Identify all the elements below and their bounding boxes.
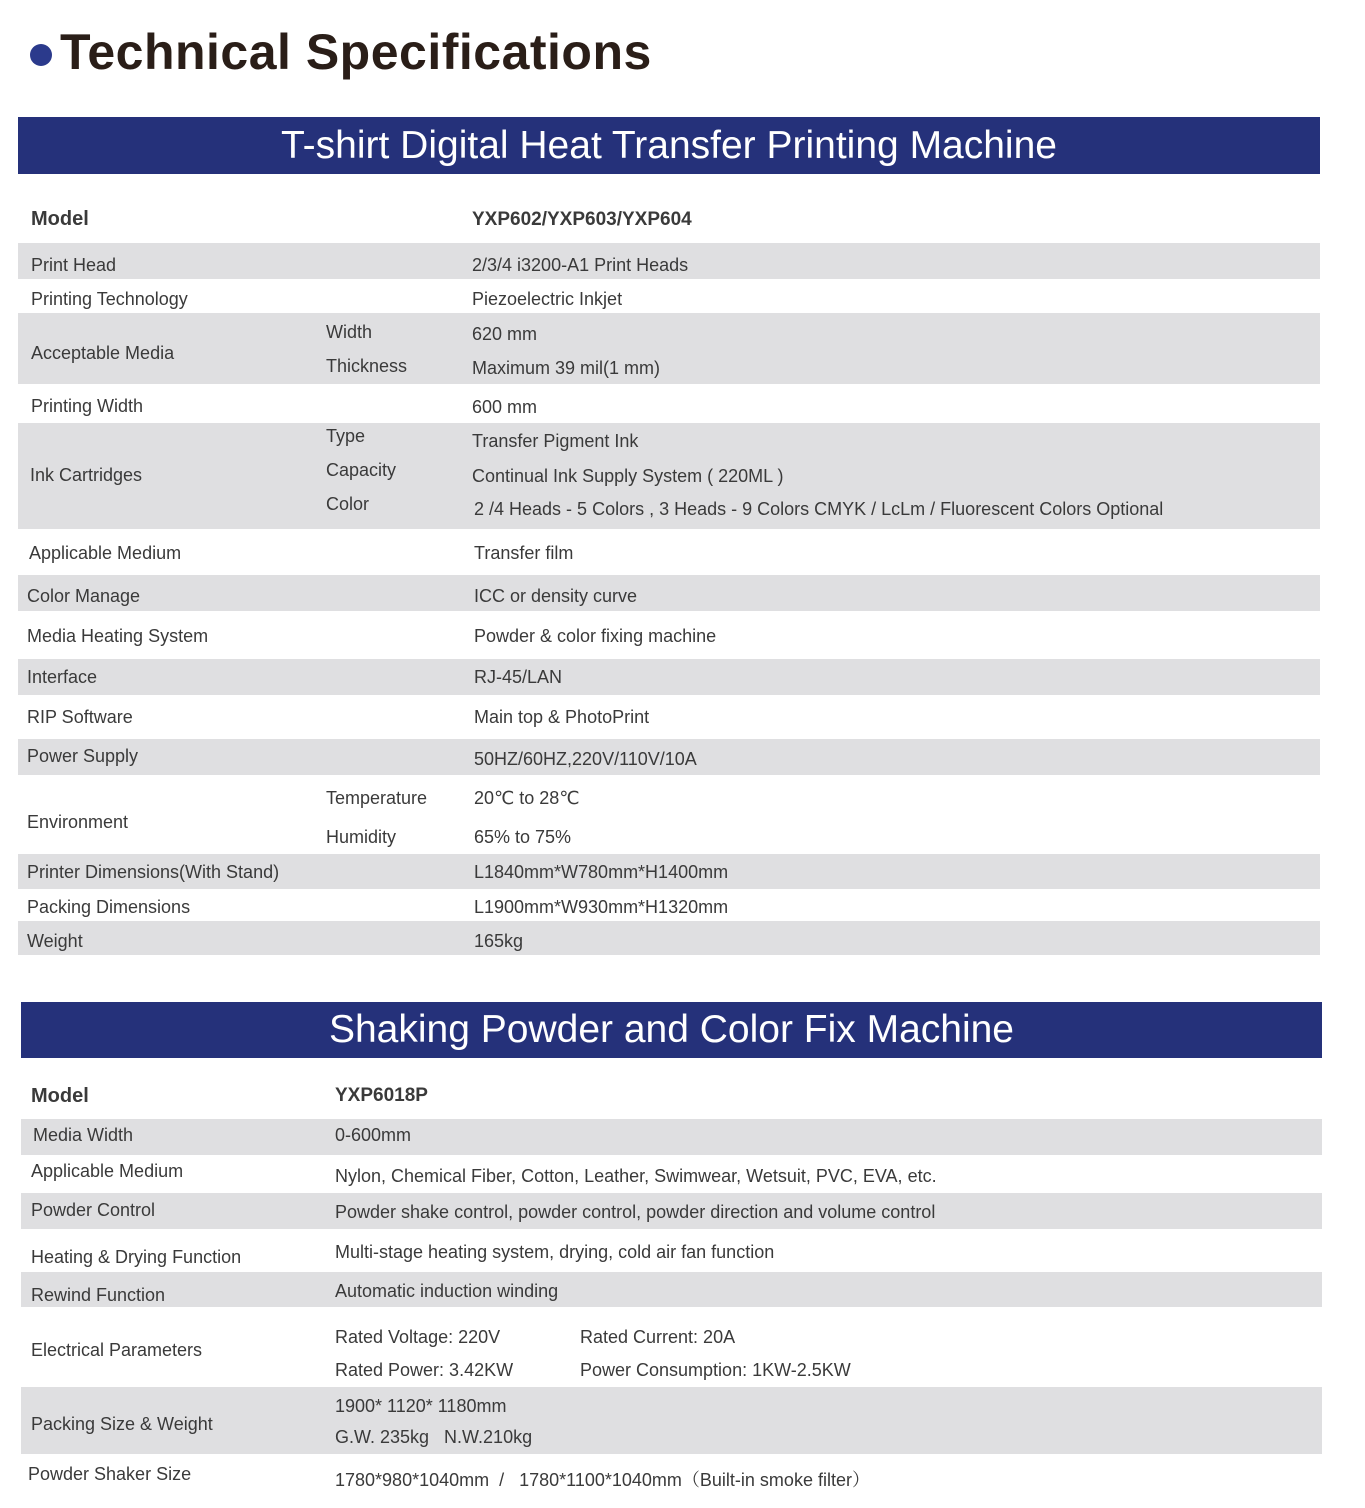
rip-software-label: RIP Software bbox=[27, 707, 133, 727]
heating-drying-label: Heating & Drying Function bbox=[31, 1247, 242, 1267]
printing-width-value: 600 mm bbox=[472, 397, 538, 417]
ink-capacity-sublabel: Capacity bbox=[326, 460, 397, 480]
media-heating-value: Powder & color fixing machine bbox=[474, 626, 717, 646]
section2-title: Shaking Powder and Color Fix Machine bbox=[328, 1008, 1014, 1051]
temperature-sublabel: Temperature bbox=[326, 788, 428, 808]
printer-dimensions-label: Printer Dimensions(With Stand) bbox=[27, 862, 280, 882]
weight-label: Weight bbox=[27, 931, 83, 951]
packing-weight: G.W. 235kg N.W.210kg bbox=[335, 1427, 533, 1447]
powder-control-value: Powder shake control, powder control, powder direction and volume control bbox=[335, 1202, 936, 1222]
heating-drying-value: Multi-stage heating system, drying, cold air fan function bbox=[335, 1242, 775, 1262]
row-band bbox=[21, 1272, 1322, 1307]
model-value-2: YXP6018P bbox=[335, 1085, 428, 1106]
power-supply-value: 50HZ/60HZ,220V/110V/10A bbox=[474, 749, 697, 769]
powder-control-label: Powder Control bbox=[31, 1200, 156, 1220]
rated-power: Rated Power: 3.42KW bbox=[335, 1360, 514, 1380]
electrical-label: Electrical Parameters bbox=[31, 1340, 203, 1360]
ink-cartridges-label: Ink Cartridges bbox=[30, 465, 143, 485]
rated-current: Rated Current: 20A bbox=[580, 1327, 736, 1347]
printing-width-label: Printing Width bbox=[31, 396, 144, 416]
section1-title: T-shirt Digital Heat Transfer Printing Machine bbox=[281, 123, 1057, 167]
printer-dimensions-value: L1840mm*W780mm*H1400mm bbox=[474, 862, 729, 882]
page-title-text: Technical Specifications bbox=[60, 24, 652, 80]
color-manage-value: ICC or density curve bbox=[474, 586, 638, 606]
humidity-value: 65% to 75% bbox=[474, 827, 572, 847]
humidity-sublabel: Humidity bbox=[326, 827, 397, 847]
packing-label: Packing Size & Weight bbox=[31, 1414, 213, 1434]
media-width-sublabel: Width bbox=[326, 322, 373, 342]
applicable-medium-value: Transfer film bbox=[474, 543, 574, 563]
section1-banner bbox=[18, 117, 1320, 174]
ink-color-value: 2 /4 Heads - 5 Colors , 3 Heads - 9 Colors CMYK / LcLm / Fluorescent Colors Optional bbox=[474, 499, 1164, 519]
applicable-medium-label: Applicable Medium bbox=[29, 543, 182, 563]
page-title bbox=[30, 22, 652, 82]
rip-software-value: Main top & PhotoPrint bbox=[474, 707, 650, 727]
media-width-value-2: 0-600mm bbox=[335, 1125, 412, 1145]
ink-type-sublabel: Type bbox=[326, 426, 366, 446]
media-thickness-sublabel: Thickness bbox=[326, 356, 408, 376]
media-width-label: Media Width bbox=[33, 1125, 134, 1145]
model-label-2: Model bbox=[31, 1085, 89, 1107]
acceptable-media-label: Acceptable Media bbox=[31, 343, 175, 363]
row-band bbox=[21, 1119, 1322, 1155]
row-band bbox=[21, 1387, 1322, 1454]
print-head-value: 2/3/4 i3200-A1 Print Heads bbox=[472, 255, 689, 275]
printing-technology-label: Printing Technology bbox=[31, 289, 188, 309]
ink-capacity-value: Continual Ink Supply System ( 220ML ) bbox=[472, 466, 784, 486]
section2-banner bbox=[21, 1002, 1322, 1058]
media-width-value: 620 mm bbox=[472, 324, 538, 344]
packing-dimensions-value: L1900mm*W930mm*H1320mm bbox=[474, 897, 729, 917]
rewind-value: Automatic induction winding bbox=[335, 1281, 559, 1301]
media-thickness-value: Maximum 39 mil(1 mm) bbox=[472, 358, 661, 378]
row-band bbox=[18, 659, 1320, 695]
applicable-medium-label-2: Applicable Medium bbox=[31, 1161, 184, 1181]
interface-label: Interface bbox=[27, 667, 98, 687]
shaker-size-value: 1780*980*1040mm / 1780*1100*1040mm（Built-in smoke filter） bbox=[335, 1470, 870, 1490]
weight-value: 165kg bbox=[474, 931, 524, 951]
row-band bbox=[18, 313, 1320, 384]
shaker-size-label: Powder Shaker Size bbox=[28, 1464, 192, 1484]
applicable-medium-value-2: Nylon, Chemical Fiber, Cotton, Leather, Swimwear, Wetsuit, PVC, EVA, etc. bbox=[335, 1166, 937, 1186]
interface-value: RJ-45/LAN bbox=[474, 667, 563, 687]
model-label: Model bbox=[31, 208, 89, 230]
ink-type-value: Transfer Pigment Ink bbox=[472, 431, 639, 451]
packing-size: 1900* 1120* 1180mm bbox=[335, 1396, 507, 1416]
packing-dimensions-label: Packing Dimensions bbox=[27, 897, 191, 917]
power-supply-label: Power Supply bbox=[27, 746, 139, 766]
color-manage-label: Color Manage bbox=[27, 586, 141, 606]
rated-voltage: Rated Voltage: 220V bbox=[335, 1327, 501, 1347]
printing-technology-value: Piezoelectric Inkjet bbox=[472, 289, 623, 309]
power-consumption: Power Consumption: 1KW-2.5KW bbox=[580, 1360, 851, 1380]
temperature-value: 20℃ to 28℃ bbox=[474, 788, 580, 808]
row-band bbox=[18, 575, 1320, 611]
media-heating-label: Media Heating System bbox=[27, 626, 209, 646]
print-head-label: Print Head bbox=[31, 255, 117, 275]
model-value: YXP602/YXP603/YXP604 bbox=[472, 209, 692, 230]
row-band bbox=[18, 921, 1320, 955]
bullet-dot-icon bbox=[30, 44, 52, 66]
rewind-label: Rewind Function bbox=[31, 1285, 166, 1305]
ink-color-sublabel: Color bbox=[326, 494, 370, 514]
environment-label: Environment bbox=[27, 812, 129, 832]
